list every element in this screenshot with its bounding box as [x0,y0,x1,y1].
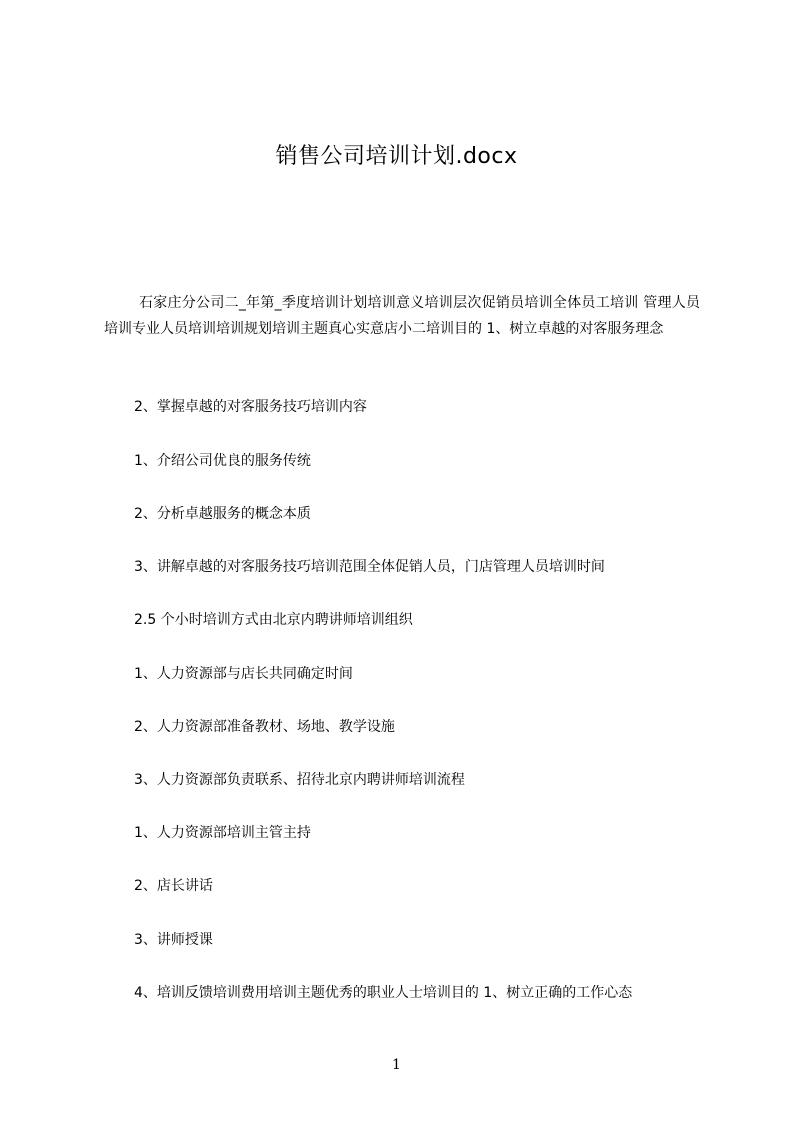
body-line: 2、店长讲话 [134,878,213,894]
page-number: 1 [392,1057,401,1073]
body-line: 3、讲解卓越的对客服务技巧培训范围全体促销人员，门店管理人员培训时间 [134,559,605,575]
body-line: 2、掌握卓越的对客服务技巧培训内容 [134,399,367,415]
document-title: 销售公司培训计划.docx [275,144,518,169]
body-line: 2、人力资源部准备教材、场地、教学设施 [134,719,395,735]
body-line: 2、分析卓越服务的概念本质 [134,506,311,522]
body-line: 1、介绍公司优良的服务传统 [134,453,311,469]
body-line: 1、人力资源部培训主管主持 [134,825,311,841]
intro-paragraph: 石家庄分公司二_年第_季度培训计划培训意义培训层次促销员培训全体员工培训 管理人员培训专业人员培训培训规划培训主题真心实意店小二培训目的 1、树立卓越的对客服务理念 [104,295,700,337]
body-line: 3、讲师授课 [134,932,213,948]
body-line: 3、人力资源部负责联系、招待北京内聘讲师培训流程 [134,772,465,788]
body-line: 1、人力资源部与店长共同确定时间 [134,666,353,682]
body-line: 4、培训反馈培训费用培训主题优秀的职业人士培训目的 1、树立正确的工作心态 [134,985,633,1001]
body-line: 2.5 个小时培训方式由北京内聘讲师培训组织 [134,612,413,628]
